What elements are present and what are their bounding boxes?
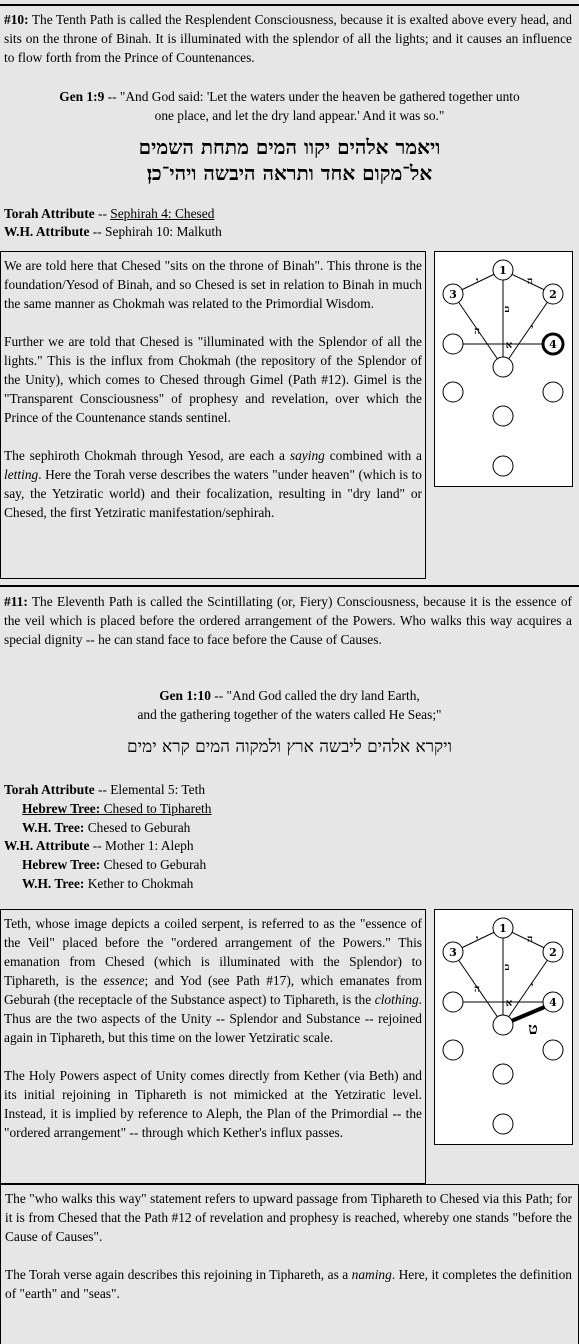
path10-torah-attribute: Torah Attribute -- Sephirah 4: Chesed [4,206,215,221]
svg-text:א: א [505,998,513,1009]
path10-commentary-box [0,251,426,579]
path11-commentary-box [0,909,426,1184]
svg-text:י: י [475,934,479,945]
svg-text:3: 3 [449,946,457,959]
svg-text:4: 4 [549,996,557,1009]
svg-text:ה: ה [527,934,533,945]
node-label-1: 1 [499,264,507,277]
path11-hebrew: ויקרא אלהים ליבשה ארץ ולמקוה המים קרא ימים [127,737,452,757]
path10-genesis-line1: Gen 1:9 -- "And God said: 'Let the waters under the heaven be gathered together unto [59,89,520,104]
path11-box-paragraph-1: Teth, whose image depicts a coiled serpent, is referred to as the "essence of the Veil" placed before the "ordered arrangement of the Powers." This emanation from Chesed (which is illuminated with the Splendor) to Tiphareth, is the essence; and Yod (see Path #17), which emanates from Geburah (the receptacle of the Substance aspect) to Tiphareth, is the clothing. Thus are the two aspects of the Unity -- Splendor and Substance -- rejoined again in Tiphareth, but this time on the lower Yetziratic scale. [4,916,423,1045]
path10-box-paragraph-1: We are told here that Chesed "sits on the throne of Binah". This throne is the foundation/Yesod of Binah, and so Chesed is set in relation to Binah in much the same manner as Chokmah was related to the Primordial Wisdom. [4,258,422,311]
sephirah-7-node [543,382,563,402]
sephirah-8-node [443,382,463,402]
path11-wh-tree-1: W.H. Tree: Chesed to Geburah [22,820,191,835]
svg-text:י: י [530,981,534,992]
node-label-4: 4 [549,338,557,351]
sephirah-5-node [443,334,463,354]
sephirah-9-node [493,406,513,426]
path11-wh-attribute: W.H. Attribute -- Mother 1: Aleph [4,838,194,853]
path11-genesis-line2: and the gathering together of the waters called He Seas;" [137,707,442,722]
letter-yod2-label: י [530,323,534,334]
tree-of-life-diagram-path10 [434,251,573,487]
svg-text:ב: ב [504,962,510,973]
path11-wh-tree-2: W.H. Tree: Kether to Chokmah [22,876,194,891]
path10-description: #10: The Tenth Path is called the Resplendent Consciousness, because it is exalted above every head, and sits on the throne of Binah. It is illuminated with the splendor of all the lights; and it causes an influence to flow forth from the Prince of Countenances. [4,12,572,65]
path11-genesis-line1: Gen 1:10 -- "And God called the dry land Earth, [159,688,420,703]
tree-svg-path10 [435,252,572,486]
path11-box-paragraph-4: The Torah verse again describes this rejoining in Tiphareth, as a naming. Here, it completes the definition of "earth" and "seas". [5,1267,572,1301]
svg-text:2: 2 [549,946,557,959]
svg-text:1: 1 [499,922,507,935]
tree-svg-path11 [435,910,572,1144]
path10-wh-attribute: W.H. Attribute -- Sephirah 10: Malkuth [4,224,222,239]
path10-genesis-line2: one place, and let the dry land appear.' And it was so." [154,108,445,123]
tree-of-life-diagram-path11 [434,909,573,1145]
sephirah-10-node [493,456,513,476]
letter-he2-label: ה [474,326,480,337]
path10-hebrew-line1: ויאמר אלהים יקוו המים מתחת השמים [138,135,441,159]
letter-beth-label: ב [504,304,510,315]
letter-yod-label: י [475,276,479,287]
path11-box-paragraph-2: The Holy Powers aspect of Unity comes directly from Kether (via Beth) and its initial rejoining in Tiphareth is not mimicked at the Yetziratic level. Instead, it is implied by reference to Aleph, the Plan of the Primordial -- the "ordered arrangement" -- through which Kether's influx passes. [4,1068,422,1140]
path10-hebrew-line2: אל־מקום אחד ותראה היבשה ויהי־כן׃ [146,161,433,185]
top-rule [0,4,579,6]
path11-hebrew-tree-2: Hebrew Tree: Chesed to Geburah [22,857,207,872]
path11-label: #11: [4,594,28,609]
path11-description: #11: The Eleventh Path is called the Scintillating (or, Fiery) Consciousness, because it is the essence of the veil which is placed before the ordered arrangement of the Powers. Who walks this way acquires a special dignity -- he can stand face to face before the Cause of Causes. [4,594,572,647]
path11-torah-attribute: Torah Attribute -- Elemental 5: Teth [4,782,206,797]
svg-text:ה: ה [474,984,480,995]
path10-label: #10: [4,12,29,27]
path11-commentary-box-lower [0,1184,579,1344]
path10-box-paragraph-3: The sephiroth Chokmah through Yesod, are each a saying combined with a letting. Here the Torah verse describes the waters "under heaven" (which is to say, the Yetziratic world) and their focalization, resulting in "dry land" or Chesed, the first Yetziratic manifestation/sephirah. [4,448,423,520]
path11-box-paragraph-3: The "who walks this way" statement refers to upward passage from Tiphareth to Chesed via this Path; for it is from Chesed that the Path #12 of revelation and prophesy is reached, whereby one stands "before the Cause of Causes". [5,1191,572,1244]
path10-box-paragraph-2: Further we are told that Chesed is "illuminated with the Splendor of all the lights." This is the influx from Chokmah (the repository of the Splendor of the Unity), which comes to Chesed through Gimel (Path #12). Gimel is the "Transparent Consciousness" of prophesy and revelation, over which the Prince of the Countenance stands sentinel. [4,334,422,425]
letter-he-label: ה [527,276,533,287]
section-divider [0,585,579,587]
teth-letter-label: ט [528,1019,538,1038]
node-label-3: 3 [449,288,457,301]
sephirah-6-node [493,357,513,377]
node-label-2: 2 [549,288,557,301]
path11-hebrew-tree-1: Hebrew Tree: Chesed to Tiphareth [22,801,212,816]
letter-aleph-label: א [505,340,513,351]
